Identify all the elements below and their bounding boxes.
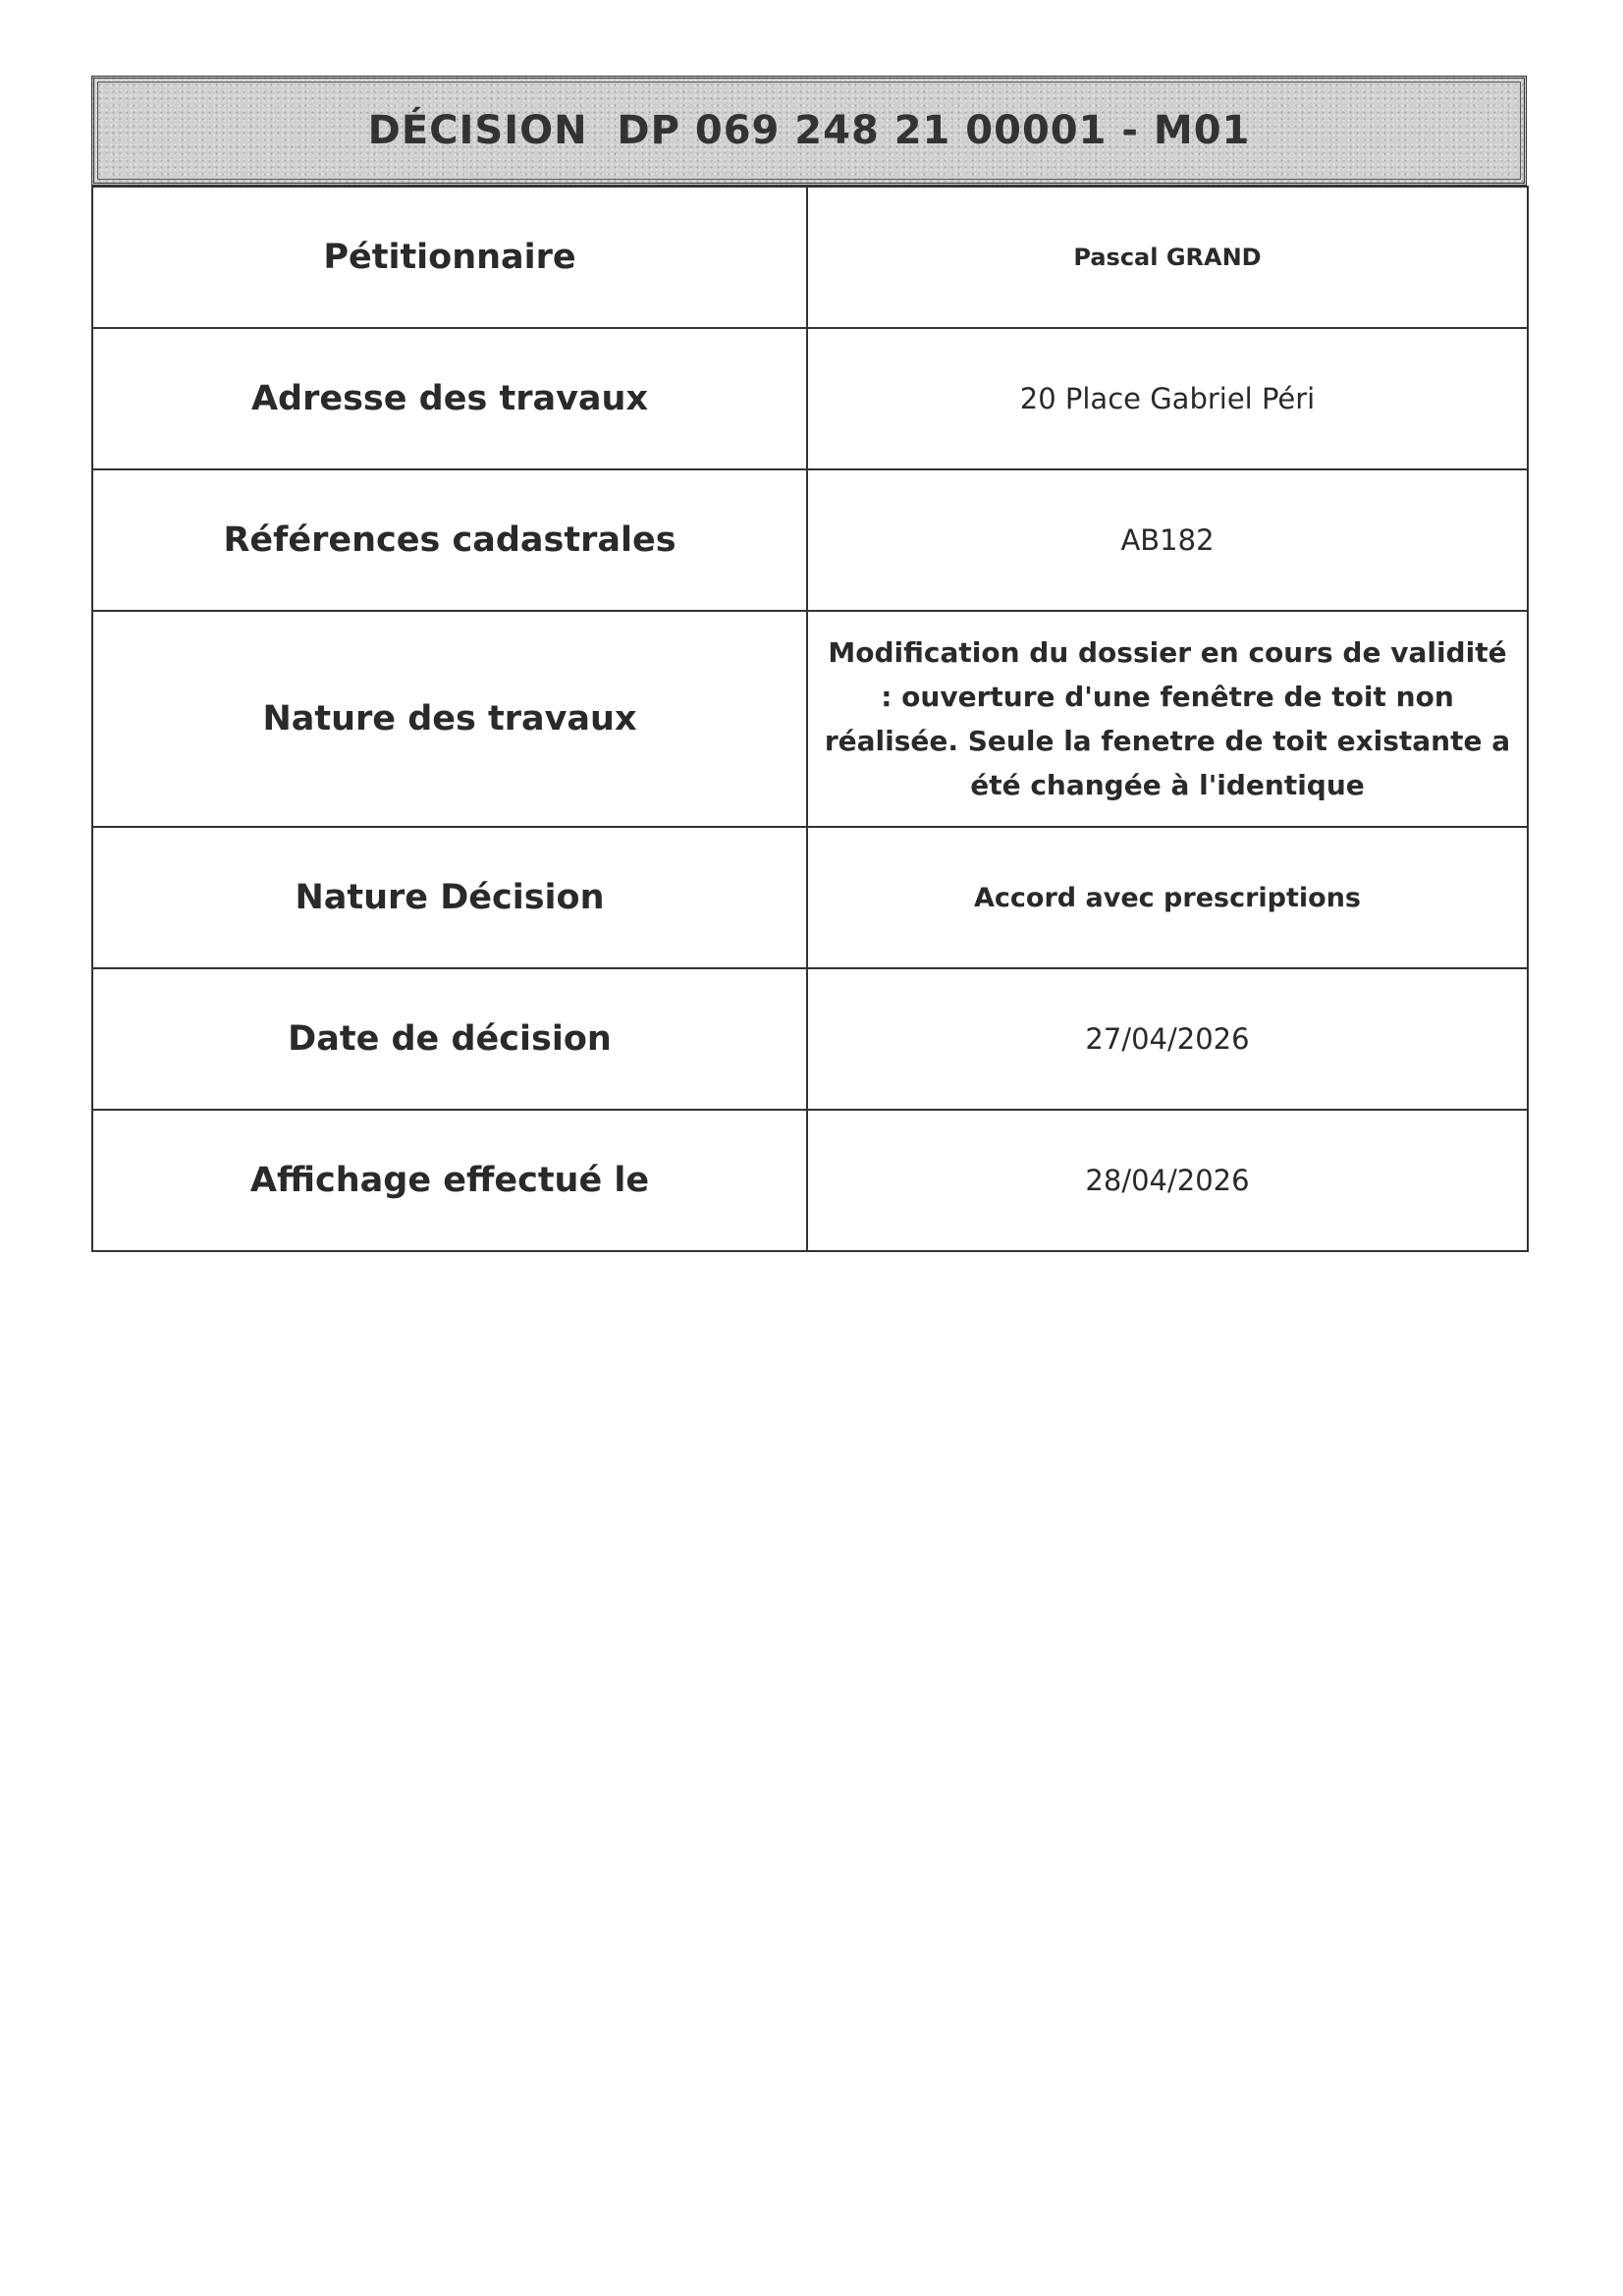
references-value: AB182 [807,469,1528,611]
petitionnaire-label: Pétitionnaire [92,187,807,328]
affichage-value: 28/04/2026 [807,1110,1528,1251]
table-row-adresse [92,328,1528,469]
decision-document [91,76,1527,1252]
adresse-label: Adresse des travaux [92,328,807,469]
table-row-nature-decision [92,827,1528,968]
date-decision-label: Date de décision [92,968,807,1110]
affichage-label: Affichage effectué le [92,1110,807,1251]
table-row-affichage [92,1110,1528,1251]
petitionnaire-value: Pascal GRAND [807,187,1528,328]
nature-decision-label: Nature Décision [92,827,807,968]
references-label: Références cadastrales [92,469,807,611]
decision-title: DÉCISION DP 069 248 21 00001 - M01 [367,108,1251,153]
nature-travaux-value: Modification du dossier en cours de validité : ouverture d'une fenêtre de toit non réalisée. Seule la fenetre de toit existante a été changée à l'identique [807,611,1528,827]
decision-title-box [91,76,1527,186]
table-row-references [92,469,1528,611]
table-row-petitionnaire [92,187,1528,328]
table-row-nature-travaux [92,611,1528,827]
nature-decision-value: Accord avec prescriptions [807,827,1528,968]
table-row-date-decision [92,968,1528,1110]
nature-travaux-label: Nature des travaux [92,611,807,827]
decision-info-table [91,186,1529,1252]
adresse-value: 20 Place Gabriel Péri [807,328,1528,469]
date-decision-value: 27/04/2026 [807,968,1528,1110]
